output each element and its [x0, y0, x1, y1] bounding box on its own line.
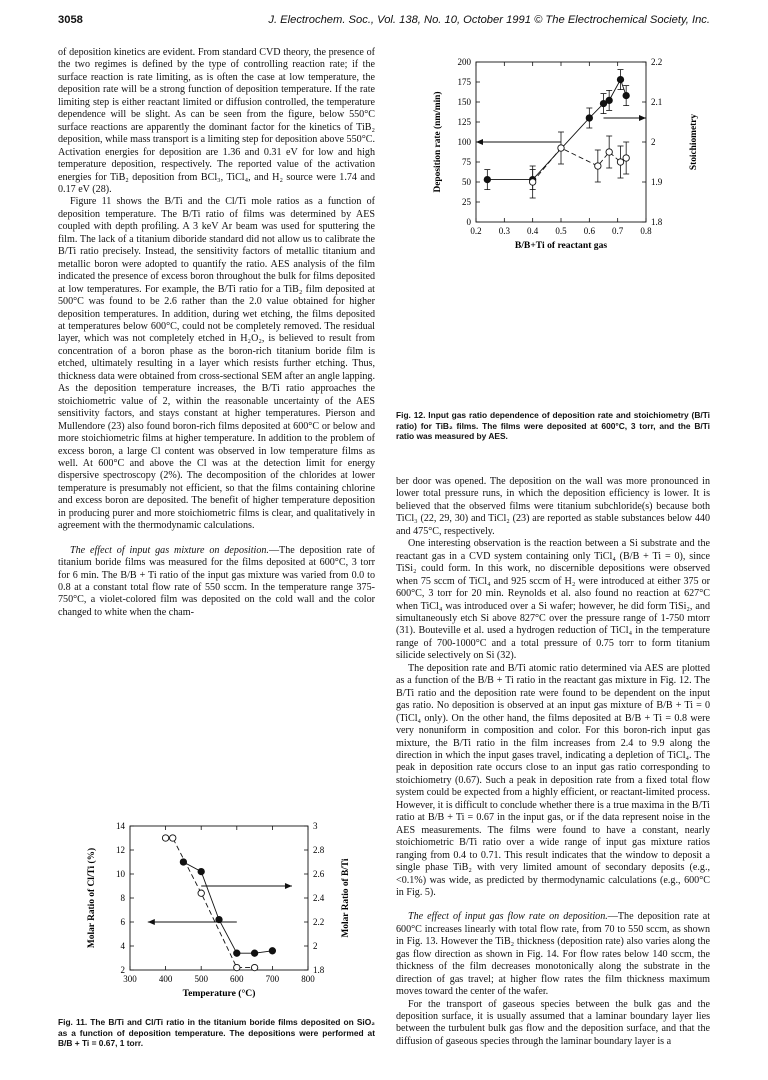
x-axis-label: B/B+Ti of reactant gas: [514, 240, 608, 251]
y-tick-label: 125: [457, 117, 471, 128]
y-tick-label: 150: [457, 97, 471, 108]
x-tick-label: 500: [194, 974, 208, 984]
x-tick-label: 0.2: [470, 226, 482, 236]
x-tick-label: 800: [301, 974, 315, 984]
data-point-open: [595, 163, 601, 169]
section-heading: The effect of input gas flow rate on deposition.: [408, 911, 608, 923]
journal-citation: J. Electrochem. Soc., Vol. 138, No. 10, October 1991 © The Electrochemical Society, Inc.: [268, 14, 710, 26]
section-heading: The effect of input gas mixture on deposition.: [70, 544, 269, 556]
data-point-filled: [617, 76, 623, 82]
figure-12-caption: Fig. 12. Input gas ratio dependence of deposition rate and stoichiometry (B/Ti ratio) for TiB₂ films. The films were deposited at 600°C, 3 torr, and the B/Ti ratio was measured by AES.: [396, 410, 710, 442]
y2-tick-label: 2.6: [313, 869, 325, 880]
data-point-open: [606, 149, 612, 155]
data-point-filled: [623, 92, 629, 98]
running-header: [58, 14, 710, 30]
y2-tick-label: 3: [313, 821, 318, 832]
y-tick-label: 175: [457, 77, 471, 88]
y2-tick-label: 1.8: [313, 965, 325, 976]
indicator-arrow-head: [285, 883, 292, 889]
y-tick-label: 10: [116, 869, 125, 880]
indicator-arrow-head: [639, 115, 646, 121]
y-axis-label: Molar Ratio of Cl/Ti (%): [87, 847, 97, 949]
x-tick-label: 600: [230, 974, 244, 984]
y2-tick-label: 2.1: [651, 97, 663, 108]
indicator-arrow-head: [476, 139, 483, 145]
y2-tick-label: 1.9: [651, 177, 663, 188]
y2-tick-label: 2: [313, 941, 318, 952]
figure-11-chart: [80, 812, 360, 1007]
series-line: [183, 862, 272, 953]
data-point-filled: [269, 948, 275, 954]
paragraph: For the transport of gaseous species between the bulk gas and the deposition surface, it is usually assumed that a laminar boundary layer lies between the turbulent bulk gas flow and the deposition surface, and that the diffusion of gaseous species through the laminar boundary layer is a: [396, 998, 710, 1047]
y-tick-label: 75: [462, 157, 471, 168]
data-point-filled: [198, 868, 204, 874]
y-tick-label: 4: [120, 941, 125, 952]
data-point-filled: [484, 176, 490, 182]
y-axis-label: Deposition rate (nm/min): [433, 91, 443, 193]
x-tick-label: 400: [158, 974, 173, 984]
x-tick-label: 0.5: [555, 226, 567, 236]
y2-tick-label: 2.2: [651, 57, 663, 68]
left-column: [58, 47, 375, 619]
series-line-dashed: [166, 838, 255, 968]
y-tick-label: 0: [466, 217, 471, 228]
paragraph: Figure 11 shows the B/Ti and the Cl/Ti mole ratios as a function of deposition temperature. The B/Ti ratio of films was determined by AES coupled with depth profiling. A 3 keV Ar beam was used for sputtering the film. The lack of a titanium diboride standard did not allow us to calibrate the B/Ti ratio precisely. Instead, the sensitivity factors of metallic titanium and metallic boron were adopted to quantify the ratio. AES analysis of the film indicated the presence of excess boron throughout the bulk for films deposited at low temperatures. For example, the B/Ti ratio for a TiB₂ film deposited at 500°C was found to be 2.6 rather than the 2.0 value obtained for higher deposition temperatures. In addition, during wet etching, the films deposited at temperatures below 600°C, could not be completely removed. The residual layer, which was not completely etched in H₂O₂, is believed to result from concentration of a boron phase as the boron-rich titanium boride film is etched, ultimately resulting in a layer which resists further etching. Thus, thickness data were obtained from cross-sectional SEM after an angle lapping. As the deposition temperature increases, the B/Ti ratio approaches the stoichiometric value of 2, within the reasonable uncertainty of the AES sensitivity factors, and stays constant at higher temperatures. Pierson and Mullendore (23) also found boron-rich films deposited at 600°C or below and more stoichiometric films at higher temperature. In addition to the problem of excess boron, a large Cl content was observed in low temperature films as well. At 600°C and above the Cl was at the detection limit for energy dispersive spectroscopy (2%). The decomposition of the chlorides at lower temperature is presumably not efficient, so that the films containing chlorine and excess boron are deposited. The benefit of higher temperature deposition in producing purer and more stoichiometric films is clear, and qualitatively in agreement with the thermodynamic calculations.: [58, 196, 376, 532]
data-point-open: [623, 155, 629, 161]
data-point-filled: [234, 950, 240, 956]
data-point-open: [234, 964, 240, 970]
figure-12-chart: [424, 52, 714, 302]
section-text: —The deposition rate of titanium boride films was measured for the films deposited at 600°C, 3 torr for 6 min. The B/B + Ti ratio of the input gas mixture was varied from 0.0 to 0.8 at a constant total flow rate of 550 sccm. In the temperature range 375-750°C, a violet-colored film was deposited on the cold wall and the color changed to white when the cham-: [58, 544, 375, 618]
y-tick-label: 200: [457, 57, 471, 68]
data-point-open: [251, 964, 257, 970]
paragraph: The deposition rate and B/Ti atomic ratio determined via AES are plotted as a function of the B/B + Ti ratio in the reactant gas mixture in Fig. 12. The B/Ti ratio and the deposition rate were found to be dependent on the input gas ratio. No deposition is observed at an input gas mixture of B/B + Ti = 0 (TiCl₄ only). On the other hand, the films deposited at B/B + Ti = 0.8 were very nonuniform in composition and color. For this boron-rich input gas mixture, the B/Ti ratio in the film increases from 2.4 to 9.9 along the direction in which the input gases travel, indicating a depletion of TiCl₄. The peak in deposition rate occurs close to an input gas ratio corresponding to stoichiometry (0.67). Such a peak in deposition rate from a fixed total flow system could be expected from a highly efficient, or reactant-limited process. However, it is difficult to conclude whether there is a true maxima in the B/Ti ratio at B/B + Ti = 0.67 in the input gas, or if the data represent noise in the AES measurements. The films were found to have a constant, nearly stoichiometric B/Ti ratio over a wide range of input gas mixture ratios ranging from 0.4 to 0.71. This result indicates that the window to deposit a single phase TiB₂ with very limited amount of secondary deposits (e.g., <0.1%) was wide, as predicted by thermodynamic calculations (e.g., 600°C in Fig. 5).: [396, 662, 710, 898]
y-tick-label: 25: [462, 197, 471, 208]
x-tick-label: 0.6: [583, 226, 595, 236]
y2-axis-label: Stoichiometry: [689, 113, 699, 171]
data-point-open: [529, 179, 535, 185]
y2-tick-label: 2: [651, 137, 656, 148]
section-paragraph: [396, 911, 710, 998]
y-tick-label: 6: [120, 917, 125, 928]
y-tick-label: 14: [116, 821, 125, 832]
y-tick-label: 8: [120, 893, 125, 904]
y-tick-label: 50: [462, 177, 471, 188]
right-column: [396, 476, 710, 1048]
x-tick-label: 0.4: [527, 226, 539, 236]
data-point-open: [162, 835, 168, 841]
figure-11: [80, 812, 360, 1007]
data-point-open: [558, 145, 564, 151]
data-point-filled: [180, 859, 186, 865]
figure-11-caption: Fig. 11. The B/Ti and Cl/Ti ratio in the titanium boride films deposited on SiO₂ as a function of deposition temperature. The depositions were performed at B/B + Ti = 0.67, 1 torr.: [58, 1017, 375, 1049]
x-tick-label: 700: [265, 974, 280, 984]
y2-tick-label: 1.8: [651, 217, 663, 228]
series-line: [487, 80, 626, 180]
x-axis-label: Temperature (°C): [182, 988, 256, 999]
x-tick-label: 300: [123, 974, 137, 984]
data-point-open: [198, 890, 204, 896]
plot-frame: [130, 826, 308, 970]
figure-12: [424, 52, 714, 302]
y2-axis-label: Molar Ratio of B/Ti: [341, 858, 351, 938]
y-tick-label: 100: [457, 137, 471, 148]
x-tick-label: 0.8: [640, 226, 652, 236]
y2-tick-label: 2.8: [313, 845, 325, 856]
y-tick-label: 2: [120, 965, 125, 976]
data-point-open: [170, 835, 176, 841]
y2-tick-label: 2.4: [313, 893, 325, 904]
x-tick-label: 0.7: [612, 226, 624, 236]
y-tick-label: 12: [116, 845, 125, 856]
section-text: —The deposition rate at 600°C increases linearly with total flow rate, from 70 to 550 sccm, as shown in Fig. 13. However the TiB₂ thickness (deposition rate) also varies along the gas flow direction as shown in Fig. 14. For flow rates below 140 sccm, the thickness of the film decreases monotonically along the substrate in the direction of gas travel; at higher flow rates the film thickness maximum moves toward the center of the wafer.: [396, 911, 710, 998]
data-point-open: [617, 159, 623, 165]
paragraph: ber door was opened. The deposition on the wall was more pronounced in lower total pressure runs, in which the deposition efficiency is lower. It is believed that the observed films were titanium subchloride(s) because both TiCl₃ (22, 29, 30) and TiCl₂ (23) are reported as stable substances below 440 and 475°C, respectively.: [396, 476, 710, 537]
paragraph: of deposition kinetics are evident. From standard CVD theory, the presence of the two regimes is defined by the type of controlling reaction rate; if the surface reaction is rate limiting, as is often the case at low temperature, the deposition rate will be a strong function of deposition temperature. If the rate limiting step is either reactant limited or diffusion controlled, the temperature dependence will be slight. As can be seen from the figure, below 550°C surface reactions are apparently the dominant factor for the kinetics of TiB₂ deposition, while mass transport is a limiting step for deposition above 550°C. Activation energies for deposition are 1.36 and 0.31 eV for low and high temperature deposition, respectively. The reported value of the activation energies for TiB₂ deposition from BCl₃, TiCl₄, and H₂ source were 1.74 and 0.17 eV (28).: [58, 47, 375, 195]
section-paragraph: [58, 545, 375, 620]
data-point-filled: [251, 950, 257, 956]
data-point-filled: [606, 97, 612, 103]
y2-tick-label: 2.2: [313, 917, 325, 928]
data-point-filled: [586, 115, 592, 121]
x-tick-label: 0.3: [498, 226, 510, 236]
paragraph: One interesting observation is the reaction between a Si substrate and the reactant gas in a CVD system containing only TiCl₄ (B/B + Ti = 0), since TiSi₂ could form. In this work, no discernible depositions were observed when 75 sccm of TiCl₄ and 925 sccm of H₂ were introduced at either 375 or 600°C, 3 torr for 20 min. Reynolds et al. also found no reaction at 627°C when TiCl₄ was introduced over a Si wafer; however, he did form TiSi₂, and simultaneously etch Si above 827°C over the pressure range of 1-750 mtorr (31). Bouteville et al. used a hydrogen reduction of TiCl₄ in the temperature range of 700-1000°C and a total pressure of 0.75 torr to form titanium silicide selectively on Si (32).: [396, 538, 710, 662]
indicator-arrow-head: [148, 919, 155, 925]
page-number: 3058: [58, 14, 83, 26]
